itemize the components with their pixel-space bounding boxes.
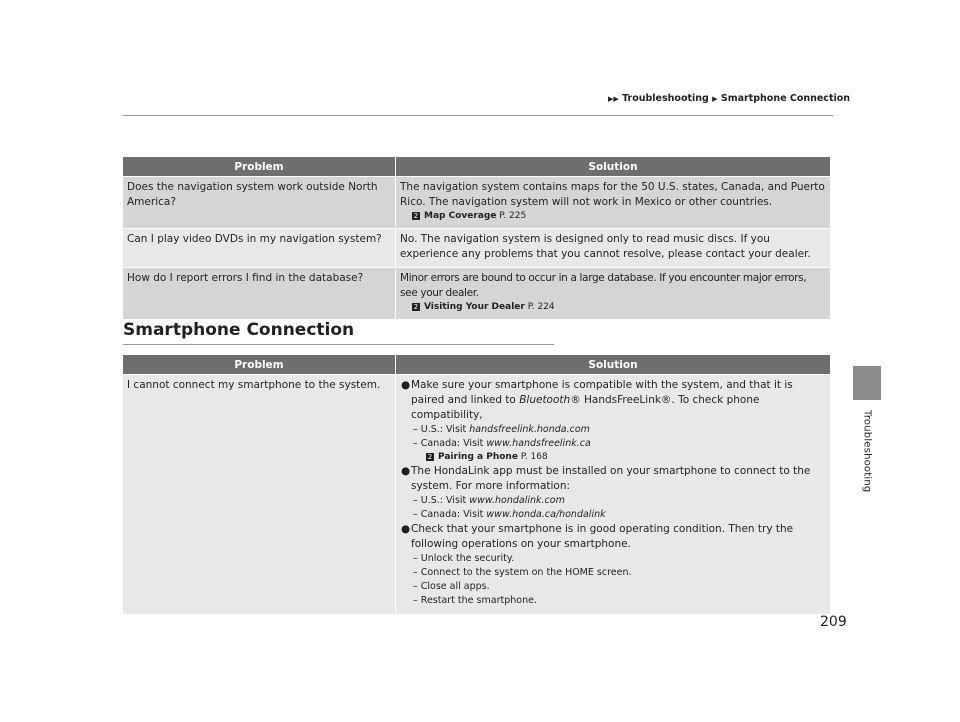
sub-item: – Canada: Visit www.honda.ca/hondalink bbox=[413, 509, 606, 520]
step-item: – Restart the smartphone. bbox=[413, 595, 537, 606]
table-header-solution: Solution bbox=[396, 355, 831, 375]
solution-cell: The navigation system contains maps for the 50 U.S. states, Canada, and Puerto Rico. The navigation system will not work in Mexico or other countries. 2 Map Coverage P. 225 bbox=[396, 177, 831, 229]
reference-page: P. 225 bbox=[499, 211, 527, 221]
reference-label: Pairing a Phone bbox=[438, 452, 518, 462]
problem-cell: Does the navigation system work outside North America? bbox=[123, 177, 396, 229]
cross-reference bbox=[412, 210, 825, 223]
breadcrumb-page: Smartphone Connection bbox=[720, 93, 851, 104]
reference-page: P. 168 bbox=[520, 452, 548, 462]
table-header-problem: Problem bbox=[123, 157, 396, 177]
solution-cell bbox=[396, 375, 831, 615]
breadcrumb bbox=[608, 93, 851, 104]
solution-cell: Minor errors are bound to occur in a large database. If you encounter major errors, see your dealer. 2 Visiting Your Dealer P. 224 bbox=[396, 268, 831, 320]
problem-cell: I cannot connect my smartphone to the system. bbox=[123, 375, 396, 615]
link-text: www.hondalink.com bbox=[469, 495, 565, 506]
reference-arrow-icon: 2 bbox=[413, 303, 419, 311]
step-item: – Unlock the security. bbox=[413, 553, 515, 564]
bullet-item: ● Make sure your smartphone is compatible with the system, and that it is paired and linked to Bluetooth® HandsFreeLink®. To check phone compatibility, bbox=[401, 379, 793, 421]
step-item: – Connect to the system on the HOME screen. bbox=[413, 567, 632, 578]
problem-cell: Can I play video DVDs in my navigation system? bbox=[123, 229, 396, 268]
sub-item: – U.S.: Visit handsfreelink.honda.com bbox=[413, 424, 590, 435]
side-tab-marker bbox=[853, 366, 881, 400]
cross-reference bbox=[412, 301, 825, 314]
reference-page: P. 224 bbox=[527, 302, 555, 312]
step-item: – Close all apps. bbox=[413, 581, 490, 592]
table-header-problem: Problem bbox=[123, 355, 396, 375]
section-rule bbox=[123, 344, 554, 345]
bullet-item: ● Check that your smartphone is in good operating condition. Then try the following operations on your smartphone. bbox=[401, 523, 794, 550]
link-text: www.honda.ca/hondalink bbox=[486, 509, 606, 520]
breadcrumb-section: Troubleshooting bbox=[622, 93, 709, 104]
table-row bbox=[123, 229, 830, 268]
side-tab-label: Troubleshooting bbox=[861, 410, 873, 493]
section-title: Smartphone Connection bbox=[123, 320, 355, 340]
link-text: handsfreelink.honda.com bbox=[469, 424, 590, 435]
arrow-icon: ▶ bbox=[712, 95, 718, 103]
problem-cell: How do I report errors I find in the database? bbox=[123, 268, 396, 320]
solution-cell: No. The navigation system is designed only to read music discs. If you experience any problems that you cannot resolve, please contact your dealer. bbox=[396, 229, 831, 268]
bullet-item: ● The HondaLink app must be installed on your smartphone to connect to the system. For more information: bbox=[401, 465, 811, 492]
sub-item: – Canada: Visit www.handsfreelink.ca bbox=[413, 438, 591, 449]
table-row bbox=[123, 375, 830, 615]
sub-item: – U.S.: Visit www.hondalink.com bbox=[413, 495, 565, 506]
reference-arrow-icon: 2 bbox=[427, 453, 433, 461]
bullet-icon: ● bbox=[401, 379, 411, 391]
table-row bbox=[123, 268, 830, 320]
link-text: www.handsfreelink.ca bbox=[486, 438, 591, 449]
page-number: 209 bbox=[820, 614, 847, 630]
header-rule bbox=[123, 115, 833, 116]
bullet-icon: ● bbox=[401, 523, 411, 535]
cross-reference bbox=[400, 451, 825, 464]
reference-label: Visiting Your Dealer bbox=[424, 302, 525, 312]
reference-arrow-icon: 2 bbox=[413, 212, 419, 220]
table-header-solution: Solution bbox=[396, 157, 831, 177]
table-row bbox=[123, 177, 830, 229]
double-arrow-icon: ▶▶ bbox=[608, 95, 619, 103]
reference-label: Map Coverage bbox=[424, 211, 497, 221]
navigation-problems-table bbox=[123, 157, 830, 319]
smartphone-problems-table bbox=[123, 355, 830, 614]
bullet-icon: ● bbox=[401, 465, 411, 477]
